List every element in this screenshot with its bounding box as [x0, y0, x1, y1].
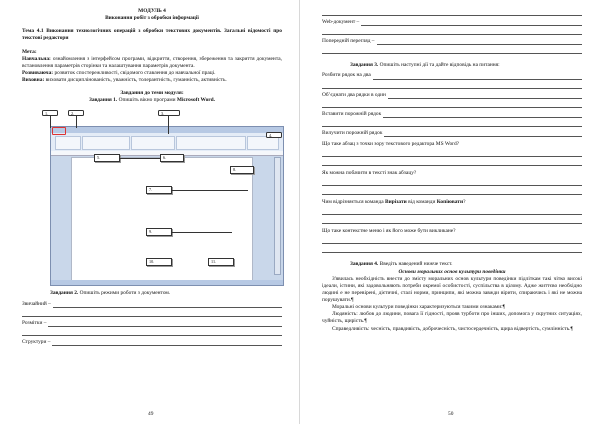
answer-line[interactable] [322, 8, 582, 16]
web-doc-row: Web-документ – [322, 19, 582, 26]
text-para-4: Справедливість: чесність, правдивість, доброчесність, чистосердечність, щира відвертість, сумлінність.¶ [332, 325, 573, 332]
ribbon-group-font [82, 136, 130, 150]
callout-11: 11. [208, 258, 234, 266]
callout-4: 4. [266, 132, 282, 138]
answer-line[interactable] [322, 178, 582, 186]
q-join-field[interactable] [388, 92, 582, 99]
answer-line[interactable] [322, 149, 582, 157]
q-cut-copy: Чим відрізняється команда Вирізати від команди Копіювати? [322, 199, 466, 206]
page-number-left: 49 [148, 410, 154, 417]
answer-line[interactable] [22, 309, 282, 317]
answer-line[interactable] [322, 216, 582, 224]
ribbon-group-clipboard [55, 136, 81, 150]
text-para-3: Людяність: любов до людини, повага її гідності, прояв турботи про інших, допомога у скрутних ситуаціях, чуйність, щирість.¶ [322, 311, 582, 325]
word-vertical-scrollbar [274, 157, 281, 275]
q-join-row: Об’єднати два рядки в один [322, 92, 582, 99]
module-subtitle: Виконання робіт з обробки інформації [105, 15, 199, 22]
arrow-7 [172, 190, 248, 191]
word-ribbon [51, 133, 283, 152]
task3-line: Завдання 3. Опишіть наступні дії та дайте відповідь на питання: [350, 62, 500, 69]
preview-field[interactable] [377, 38, 583, 45]
answer-line[interactable] [322, 236, 582, 244]
task4-line: Завдання 4. Введіть наведений нижче текст. [350, 261, 453, 268]
mode-outline-row: Структури – [22, 339, 282, 346]
answer-line[interactable] [322, 27, 582, 35]
mode-outline-field[interactable] [52, 339, 282, 346]
preview-row: Попередній перегляд – [322, 38, 582, 45]
goals-label: Мета: [22, 48, 37, 55]
module-title: МОДУЛЬ 4 [138, 8, 166, 14]
q-context-menu: Що таке контекстне меню і як його може бути викликане? [322, 228, 456, 235]
q-insert-row: Вставити порожній рядок [322, 111, 582, 118]
mode-layout-row: Розмітки – [22, 320, 282, 327]
answer-line[interactable] [322, 100, 582, 108]
answer-line[interactable] [322, 158, 582, 166]
ribbon-group-styles [176, 136, 246, 150]
answer-line[interactable] [322, 207, 582, 215]
word-status-bar [51, 280, 283, 285]
callout-10: 10. [146, 258, 172, 266]
callout-3: 3. [158, 110, 180, 116]
q-split-row: Розбити рядок на два [322, 72, 582, 79]
goal-developing: Розвиваюча: розвиток спостережливості, свідомого ставлення до навчальної праці. [22, 69, 216, 76]
page-number-right: 50 [448, 410, 454, 417]
answer-line[interactable] [322, 81, 582, 89]
goal-teaching: Навчальна: ознайомлення з інтерфейсом програми, відкриття, створення, збереження та закриття документа, встановлення параметрів сторінки та налаштування параметрів документа. [22, 55, 282, 69]
arrow-9 [172, 232, 232, 233]
callout-6: 6. [160, 154, 184, 162]
callout-8: 8. [230, 166, 254, 174]
ribbon-group-editing [247, 136, 279, 150]
ribbon-group-paragraph [131, 136, 175, 150]
topic-title: Тема 4.1 Виконання технологічних операцій з обробки текстових документів. Загальні відомості про текстові редактори [22, 28, 282, 42]
answer-line[interactable] [322, 46, 582, 54]
q-paragraph: Що таке абзац з точки зору текстового редактора MS Word? [322, 140, 460, 147]
callout-7: 7. [146, 186, 172, 194]
mode-layout-field[interactable] [48, 320, 282, 327]
arrow-3 [168, 116, 169, 134]
q-delete-row: Вилучити порожній рядок [322, 130, 582, 137]
q-insert-field[interactable] [383, 111, 582, 118]
task1-line: Завдання 1. Опишіть вікно програми Microsoft Word. [88, 97, 216, 104]
arrow-5-6 [120, 158, 160, 159]
word-window-figure [42, 108, 282, 286]
answer-line[interactable] [322, 119, 582, 127]
mode-normal-field[interactable] [53, 301, 282, 308]
goal-upbringing: Виховна: виховати дисциплінованість, уважність, толерантність, гуманність, активність. [22, 77, 227, 83]
text-para-2: Моральні основи культури поведінки характеризуються такими ознаками:¶ [332, 304, 506, 311]
callout-2: 2. [68, 110, 84, 116]
text-title: Основи моральних основ культури поведінки [398, 268, 506, 275]
callout-9: 9. [146, 228, 172, 236]
web-doc-field[interactable] [361, 19, 582, 26]
tasks-heading: Завдання до теми модуля: [120, 90, 184, 97]
answer-line[interactable] [322, 187, 582, 195]
arrow-2 [76, 116, 77, 128]
mode-normal-row: Звичайний – [22, 301, 282, 308]
callout-1: 1. [42, 110, 58, 116]
q-delete-field[interactable] [384, 130, 582, 137]
answer-line[interactable] [322, 245, 582, 253]
text-para-1: З'явилась необхідність внести до змісту моральних основ культури поведінки підліткам такі чітко високі ідеали, істини, які задовольняють потреби окремої особистості, суспільства в цілому. Адже життєво необхідно людині е не перевірені, дієтичні, сталі норми, принципи, які можна завжди вірити, спираючись і які не можна порушувати.¶ [322, 275, 582, 303]
q-split-field[interactable] [373, 73, 582, 80]
office-button-highlight [52, 127, 66, 135]
task2-line: Завдання 2. Опишіть режими роботи з документом. [50, 290, 171, 297]
callout-5: 5. [94, 154, 120, 162]
arrow-1 [50, 116, 51, 128]
answer-line[interactable] [22, 328, 282, 336]
q-show-paragraph: Як можна побачити в тексті знак абзацу? [322, 170, 417, 176]
right-page [300, 0, 600, 424]
